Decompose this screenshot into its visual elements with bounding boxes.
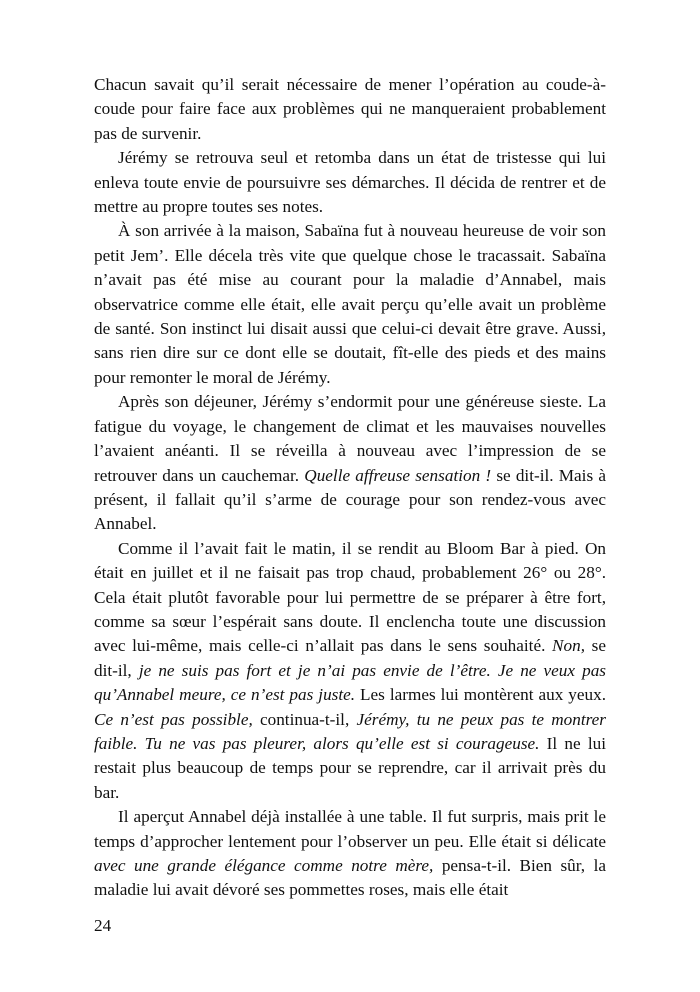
- page-number: 24: [94, 916, 112, 935]
- paragraph: [94, 146, 606, 219]
- text-segment: À son arrivée à la maison, Sabaïna fut à nouveau heureuse de voir son petit Jem’. Elle décela très vite que quelque chose le tracassait. Sabaïna n’avait pas été mise au courant pour la maladie d’Annabel, mais observatrice comme elle était, elle avait perçu qu’elle avait un problème de santé. Son instinct lui disait aussi que celui-ci devait être grave. Aussi, sans rien dire sur ce dont elle se doutait, fît-elle des pieds et des mains pour remonter le moral de Jérémy.: [94, 221, 606, 387]
- text-segment: Il ne lui restait plus beaucoup de temps pour se reprendre, car il arrivait près du bar.: [94, 733, 606, 802]
- text-segment: Après son déjeuner, Jérémy s’endormit pour une généreuse sieste. La fatigue du voyage, le changement de climat et les mauvaises nouvelles l’avaient anéanti. Il se réveilla à nouveau avec l’impression de se retrouver dans un cauchemar.: [94, 392, 606, 485]
- italic-text-segment: Ce n’est pas possible,: [94, 709, 253, 729]
- paragraph: [94, 390, 606, 536]
- paragraph: [94, 537, 606, 805]
- italic-text-segment: Quelle affreuse sensation !: [304, 465, 492, 485]
- text-segment: Il aperçut Annabel déjà installée à une table. Il fut surpris, mais prit le temps d’approcher lentement pour l’observer un peu. Elle était si délicate: [94, 807, 606, 851]
- text-segment: continua-t-il,: [252, 709, 357, 729]
- text-segment: se dit-il. Mais à présent, il fallait qu’il s’arme de courage pour son rendez-vous avec Annabel.: [94, 465, 606, 534]
- paragraph: [94, 73, 606, 146]
- body-text: [94, 73, 606, 903]
- text-segment: Les larmes lui montèrent aux yeux.: [355, 685, 606, 705]
- text-segment: Comme il l’avait fait le matin, il se rendit au Bloom Bar à pied. On était en juillet et il ne faisait pas trop chaud, probablement 26° ou 28°. Cela était plutôt favorable pour lui permettre de se préparer à être fort, comme sa sœur l’espérait sans doute. Il enclencha toute une discussion avec lui-même, mais celle-ci n’allait pas dans le sens souhaité.: [94, 538, 606, 656]
- text-segment: se dit-il,: [94, 636, 606, 680]
- italic-text-segment: Non,: [552, 636, 585, 656]
- text-segment: pensa-t-il. Bien sûr, la maladie lui avait dévoré ses pommettes roses, mais elle était: [94, 856, 606, 900]
- paragraph: [94, 219, 606, 390]
- text-segment: Chacun savait qu’il serait nécessaire de mener l’opération au coude-à-coude pour faire face aux problèmes qui ne manqueraient probablement pas de survenir.: [94, 75, 606, 143]
- paragraph: [94, 805, 606, 903]
- text-segment: Jérémy se retrouva seul et retomba dans un état de tristesse qui lui enleva toute envie de poursuivre ses démarches. Il décida de rentrer et de mettre au propre toutes ses notes.: [94, 148, 606, 217]
- italic-text-segment: avec une grande élégance comme notre mère,: [94, 856, 434, 875]
- italic-text-segment: Jérémy, tu ne peux pas te montrer faible. Tu ne vas pas pleurer, alors qu’elle est si courageuse.: [94, 709, 606, 753]
- italic-text-segment: je ne suis pas fort et je n’ai pas envie de l’être. Je ne veux pas qu’Annabel meure, ce n’est pas juste.: [94, 660, 606, 705]
